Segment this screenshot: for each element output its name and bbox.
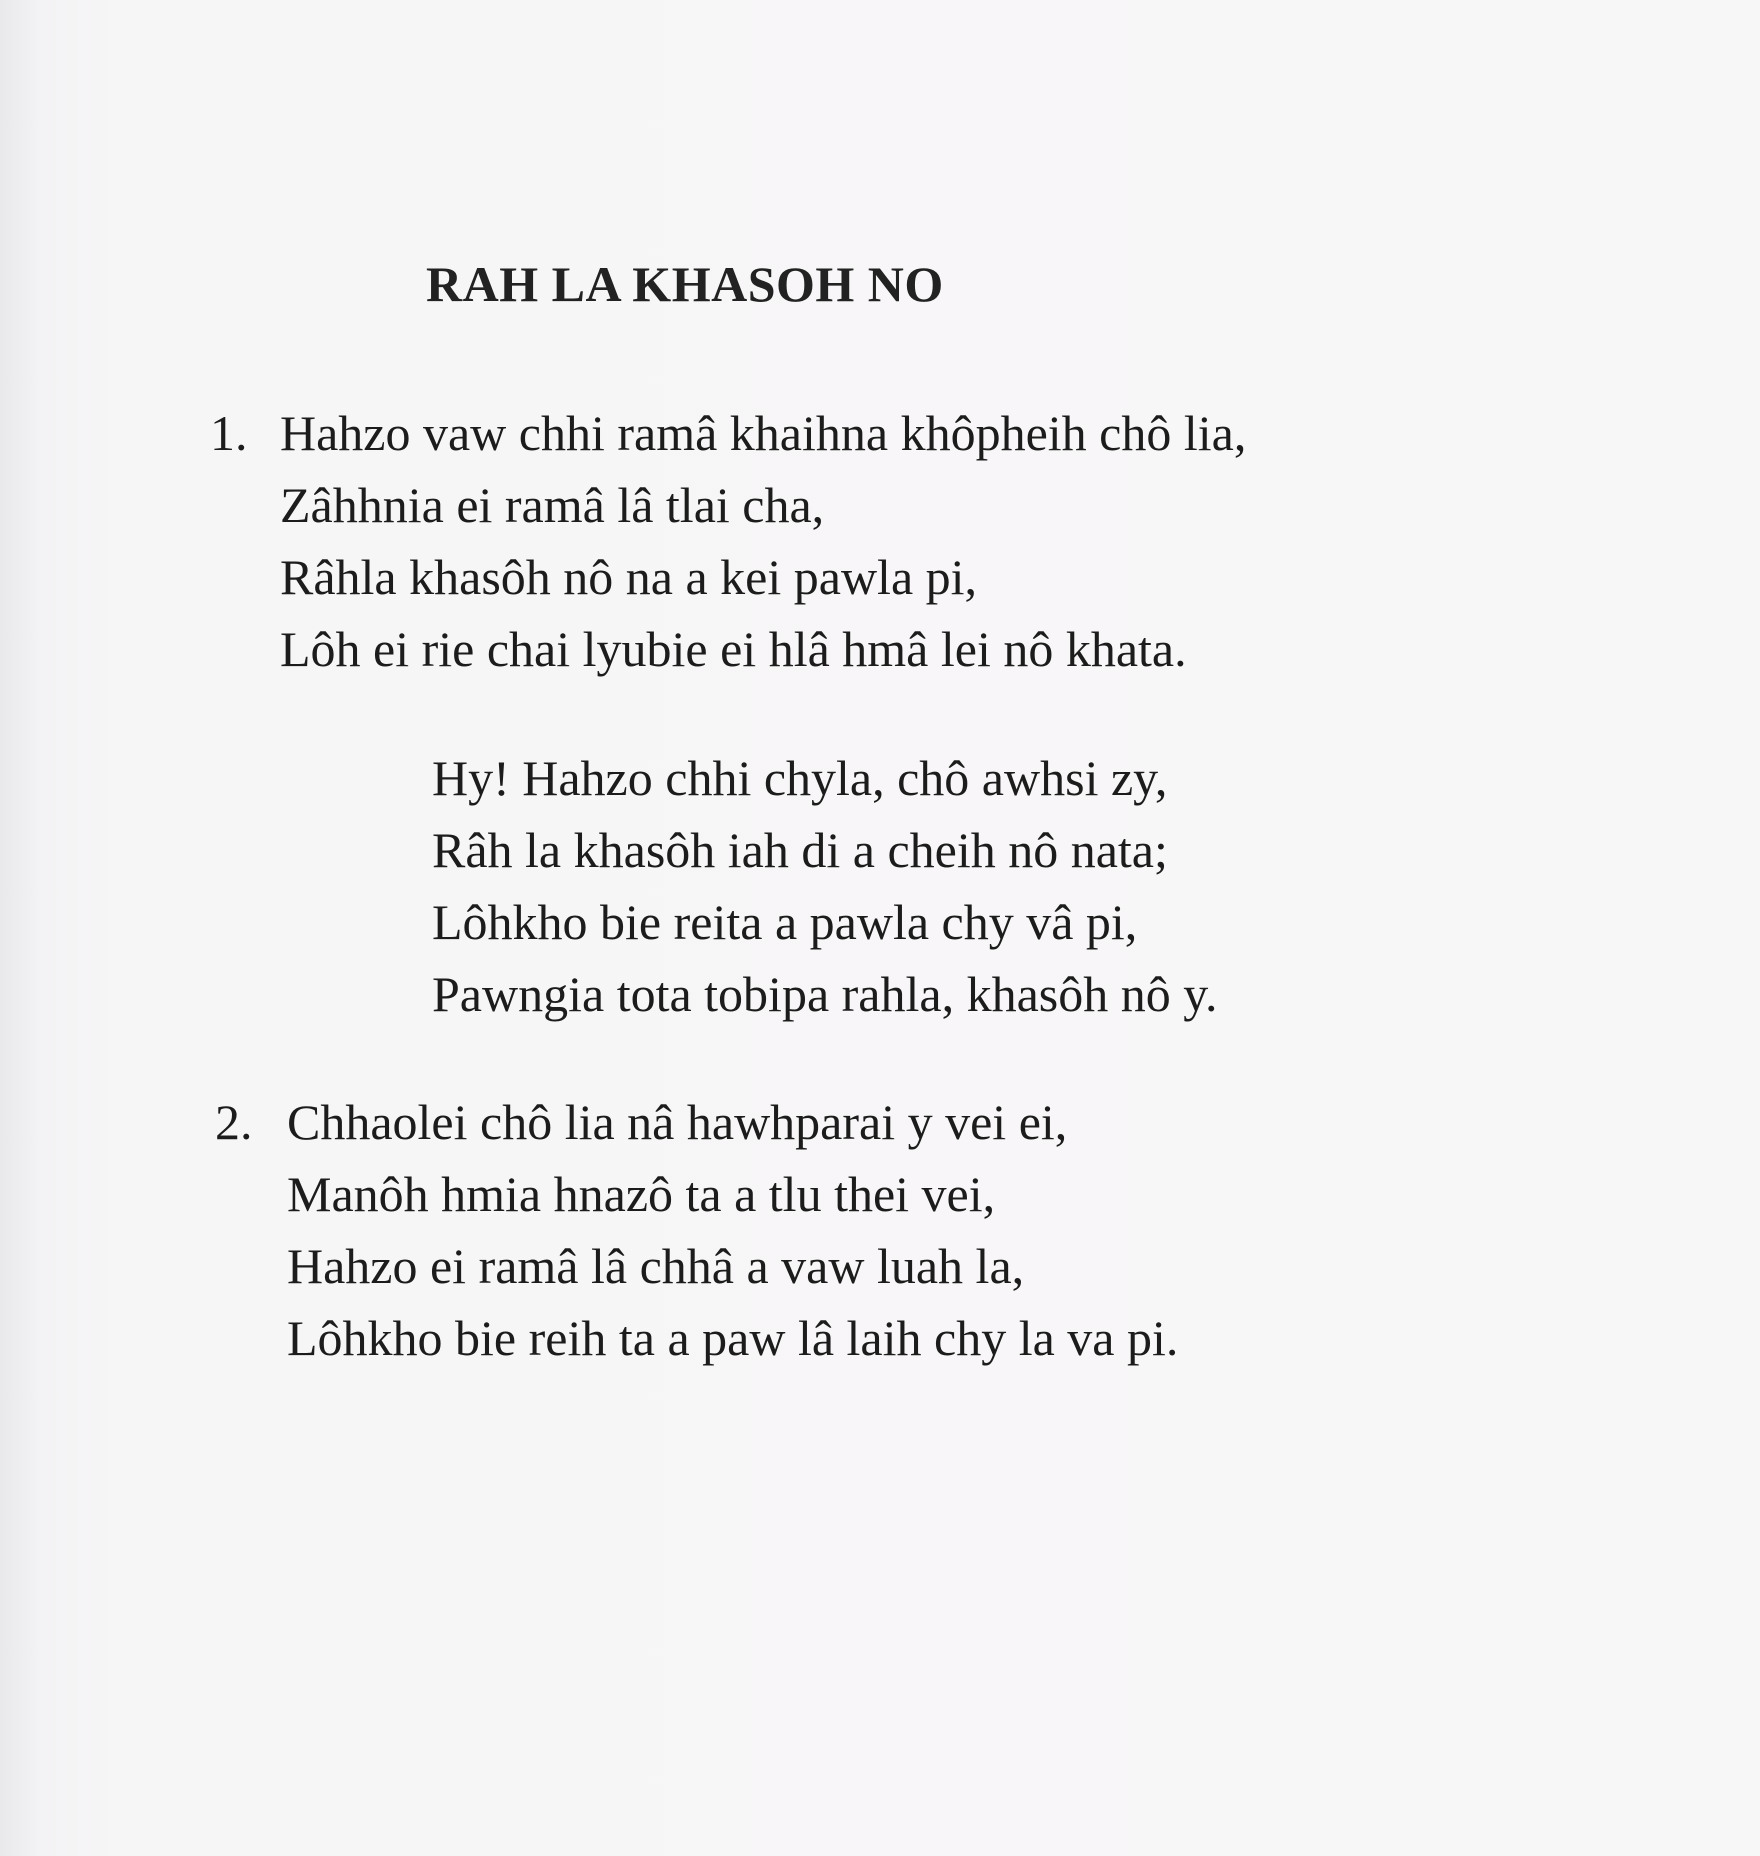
- verse-number: 2.: [215, 1094, 253, 1150]
- verse-line: Hahzo ei ramâ lâ chhâ a vaw luah la,: [287, 1238, 1025, 1294]
- song-title: RAH LA KHASOH NO: [426, 256, 944, 312]
- verse-line: Râhla khasôh nô na a kei pawla pi,: [280, 549, 978, 605]
- chorus-line: Pawngia tota tobipa rahla, khasôh nô y.: [432, 966, 1218, 1022]
- chorus-line: Hy! Hahzo chhi chyla, chô awhsi zy,: [432, 750, 1168, 806]
- chorus-line: Râh la khasôh iah di a cheih nô nata;: [432, 822, 1168, 878]
- verse-lines: [280, 397, 1246, 685]
- verse-line: Lôh ei rie chai lyubie ei hlâ hmâ lei nô khata.: [280, 621, 1187, 677]
- verse-line: Zâhhnia ei ramâ lâ tlai cha,: [280, 477, 825, 533]
- verse-line: Hahzo vaw chhi ramâ khaihna khôpheih chô lia,: [280, 405, 1247, 461]
- verse-line: Lôhkho bie reih ta a paw lâ laih chy la va pi.: [287, 1310, 1179, 1366]
- verse-line: Manôh hmia hnazô ta a tlu thei vei,: [287, 1166, 996, 1222]
- verse-number: 1.: [210, 405, 248, 461]
- chorus-line: Lôhkho bie reita a pawla chy vâ pi,: [432, 894, 1138, 950]
- verse-line: Chhaolei chô lia nâ hawhparai y vei ei,: [287, 1094, 1068, 1150]
- chorus-lines: [432, 742, 1217, 1030]
- verse-lines: [287, 1086, 1178, 1374]
